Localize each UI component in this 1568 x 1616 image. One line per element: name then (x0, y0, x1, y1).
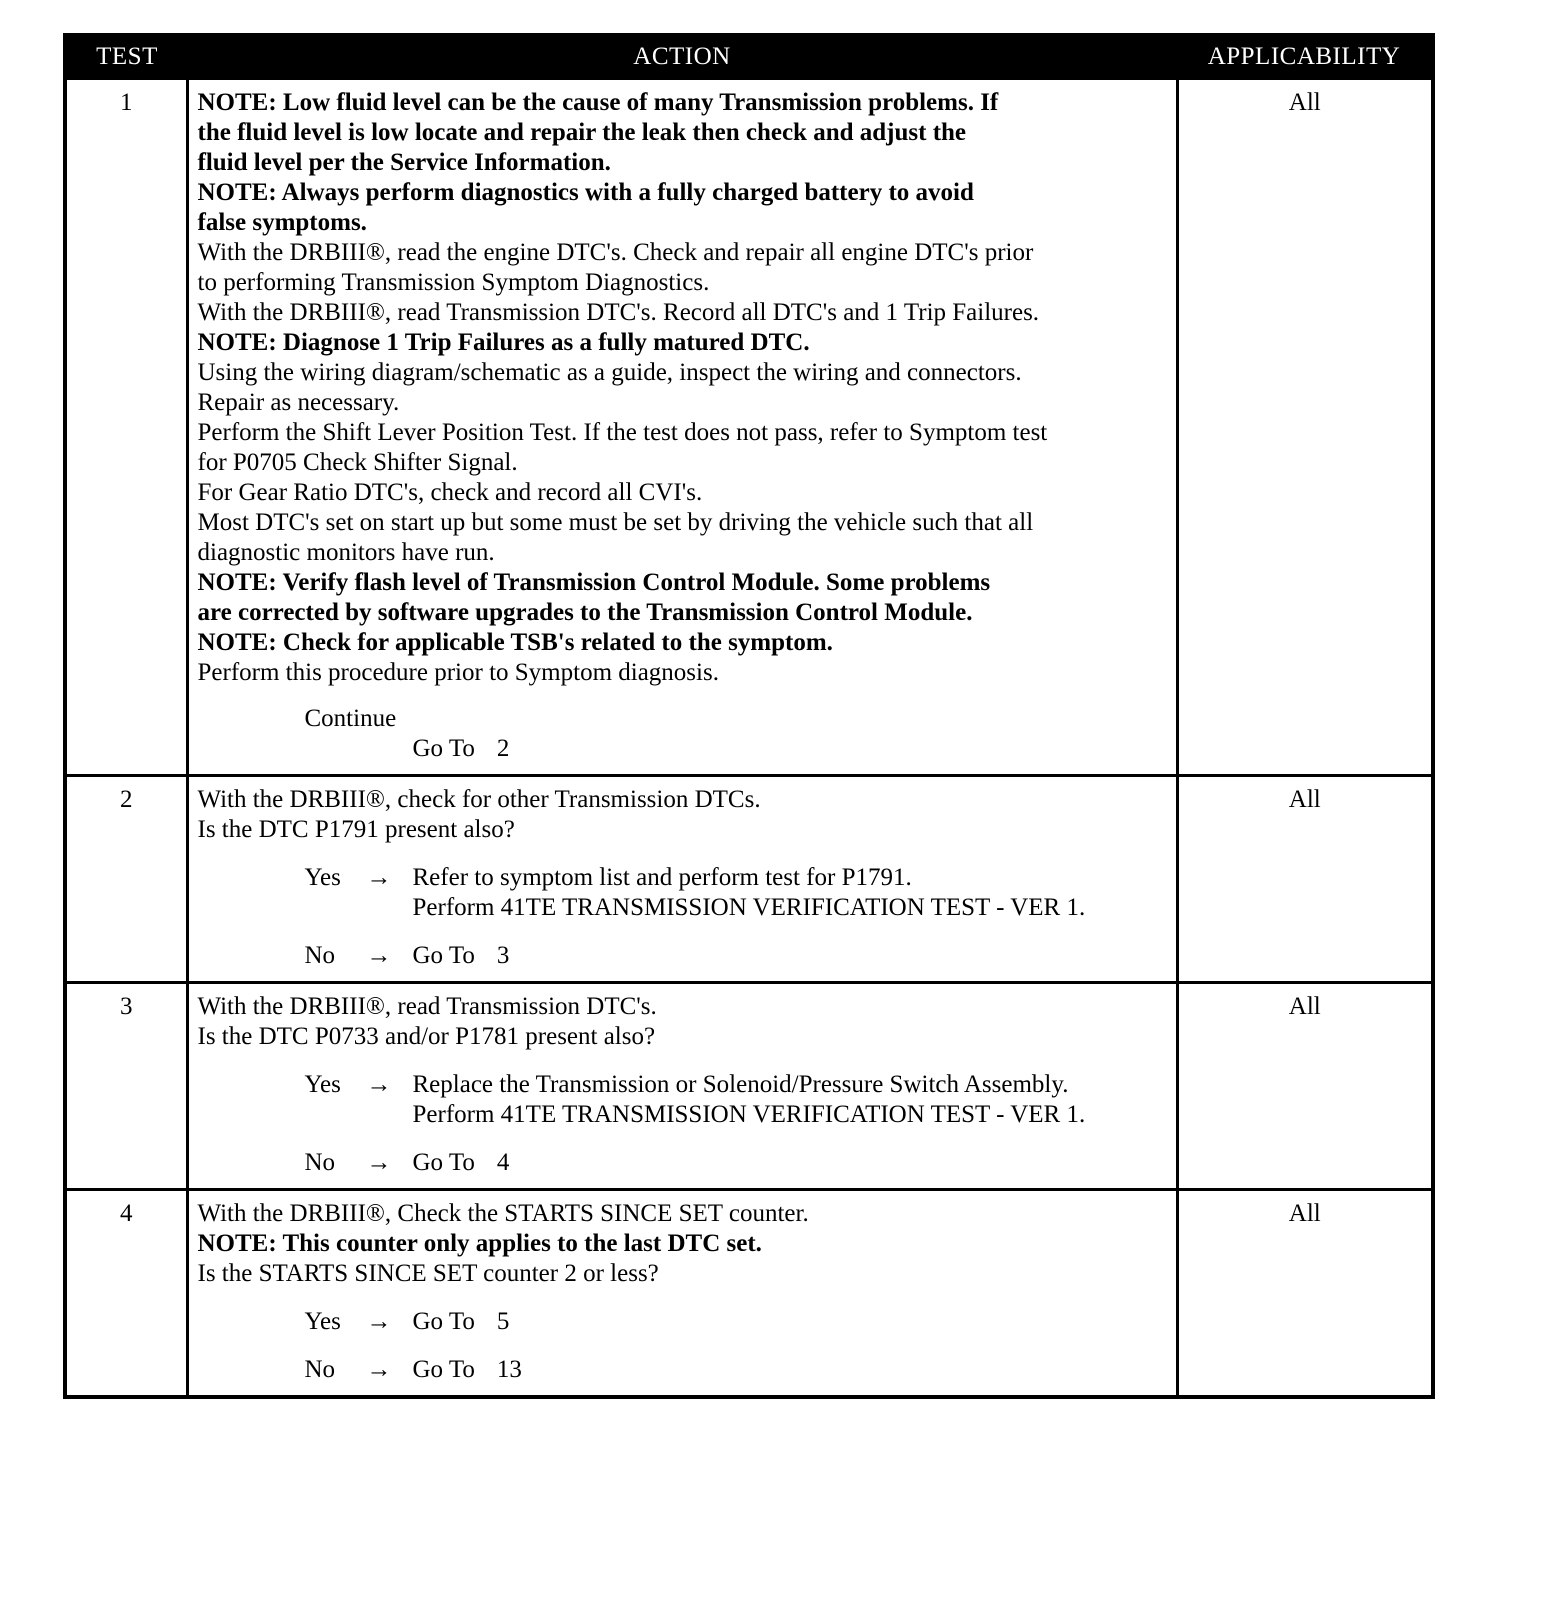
goto-target: 5 (496, 1308, 510, 1335)
goto-label: Go To (412, 1149, 475, 1176)
action-line: With the DRBIII®, read Transmission DTC's. Record all DTC's and 1 Trip Failures. (197, 299, 1040, 326)
applicability-cell: All (1177, 79, 1433, 776)
yes-text-line: Refer to symptom list and perform test for P1791. (412, 864, 912, 891)
table-row-test-4 (65, 1190, 1433, 1398)
table-row-test-1 (65, 79, 1433, 776)
applicability-cell: All (1177, 776, 1433, 983)
action-line: Is the DTC P1791 present also? (197, 816, 515, 843)
action-line: With the DRBIII®, read Transmission DTC's. (197, 993, 657, 1020)
action-line: Using the wiring diagram/schematic as a guide, inspect the wiring and connectors. (197, 359, 1022, 386)
action-line: NOTE: Verify flash level of Transmission Control Module. Some problems (197, 569, 991, 596)
yes-text-line: Perform 41TE TRANSMISSION VERIFICATION TEST - VER 1. (412, 894, 1086, 921)
arrow-icon: → (366, 1356, 392, 1383)
yes-label: Yes (304, 864, 341, 891)
table-header (65, 35, 1433, 79)
yes-response (198, 1070, 1170, 1130)
table-row-test-3 (65, 983, 1433, 1190)
action-line: NOTE: This counter only applies to the last DTC set. (197, 1230, 762, 1257)
action-line: diagnostic monitors have run. (197, 539, 495, 566)
goto-label: Go To (412, 942, 475, 969)
action-line: are corrected by software upgrades to the Transmission Control Module. (197, 599, 973, 626)
no-label: No (304, 1149, 336, 1176)
goto-target: 3 (496, 942, 510, 969)
goto-target: 4 (496, 1149, 510, 1176)
action-line: NOTE: Always perform diagnostics with a fully charged battery to avoid (197, 179, 974, 206)
applicability-cell: All (1177, 983, 1433, 1190)
action-line: Repair as necessary. (197, 389, 400, 416)
action-line: NOTE: Check for applicable TSB's related to the symptom. (197, 629, 833, 656)
action-line: Perform the Shift Lever Position Test. If the test does not pass, refer to Symptom test (197, 419, 1048, 446)
yes-response (198, 863, 1170, 923)
no-label: No (304, 942, 336, 969)
action-cell (187, 983, 1177, 1190)
goto-target: 13 (496, 1356, 522, 1383)
arrow-icon: → (366, 864, 392, 891)
action-line: fluid level per the Service Information. (197, 149, 611, 176)
yes-text (413, 863, 1170, 923)
yes-text (413, 1070, 1170, 1130)
test-number: 3 (65, 983, 187, 1190)
goto-target: 2 (496, 735, 510, 762)
arrow-icon: → (366, 1071, 392, 1098)
applicability-cell: All (1177, 1190, 1433, 1398)
table-row-test-2 (65, 776, 1433, 983)
action-line: Perform this procedure prior to Symptom diagnosis. (197, 659, 719, 686)
action-line: Is the STARTS SINCE SET counter 2 or less? (197, 1260, 659, 1287)
action-line: With the DRBIII®, read the engine DTC's. Check and repair all engine DTC's prior (197, 239, 1034, 266)
action-cell (187, 79, 1177, 776)
yes-text-line: Perform 41TE TRANSMISSION VERIFICATION TEST - VER 1. (412, 1101, 1086, 1128)
action-line: With the DRBIII®, Check the STARTS SINCE SET counter. (197, 1200, 809, 1227)
goto-step (198, 734, 1170, 764)
no-response (198, 941, 1170, 971)
no-label: No (304, 1356, 336, 1383)
action-line: Most DTC's set on start up but some must be set by driving the vehicle such that all (197, 509, 1034, 536)
action-line: NOTE: Diagnose 1 Trip Failures as a fully matured DTC. (197, 329, 810, 356)
action-line: For Gear Ratio DTC's, check and record all CVI's. (197, 479, 703, 506)
action-line: the fluid level is low locate and repair the leak then check and adjust the (197, 119, 967, 146)
header-applicability: APPLICABILITY (1177, 35, 1433, 79)
arrow-icon: → (366, 942, 392, 969)
yes-label: Yes (304, 1308, 341, 1335)
action-cell (187, 1190, 1177, 1398)
yes-response (198, 1307, 1170, 1337)
yes-text-line: Replace the Transmission or Solenoid/Pressure Switch Assembly. (412, 1071, 1069, 1098)
continue-label: Continue (304, 705, 397, 732)
no-response (198, 1148, 1170, 1178)
arrow-icon: → (366, 1308, 392, 1335)
action-line: to performing Transmission Symptom Diagnostics. (197, 269, 710, 296)
action-cell (187, 776, 1177, 983)
goto-label: Go To (412, 1308, 475, 1335)
arrow-icon: → (366, 1149, 392, 1176)
action-line: false symptoms. (197, 209, 367, 236)
no-response (198, 1355, 1170, 1385)
header-test: TEST (65, 35, 187, 79)
goto-label: Go To (412, 735, 475, 762)
yes-label: Yes (304, 1071, 341, 1098)
test-number: 2 (65, 776, 187, 983)
diagnostic-table (63, 33, 1435, 1399)
action-line: Is the DTC P0733 and/or P1781 present also? (197, 1023, 656, 1050)
header-action: ACTION (187, 35, 1177, 79)
action-line: With the DRBIII®, check for other Transmission DTCs. (197, 786, 761, 813)
test-number: 4 (65, 1190, 187, 1398)
action-line: for P0705 Check Shifter Signal. (197, 449, 518, 476)
action-line: NOTE: Low fluid level can be the cause of many Transmission problems. If (197, 89, 999, 116)
test-number: 1 (65, 79, 187, 776)
goto-label: Go To (412, 1356, 475, 1383)
